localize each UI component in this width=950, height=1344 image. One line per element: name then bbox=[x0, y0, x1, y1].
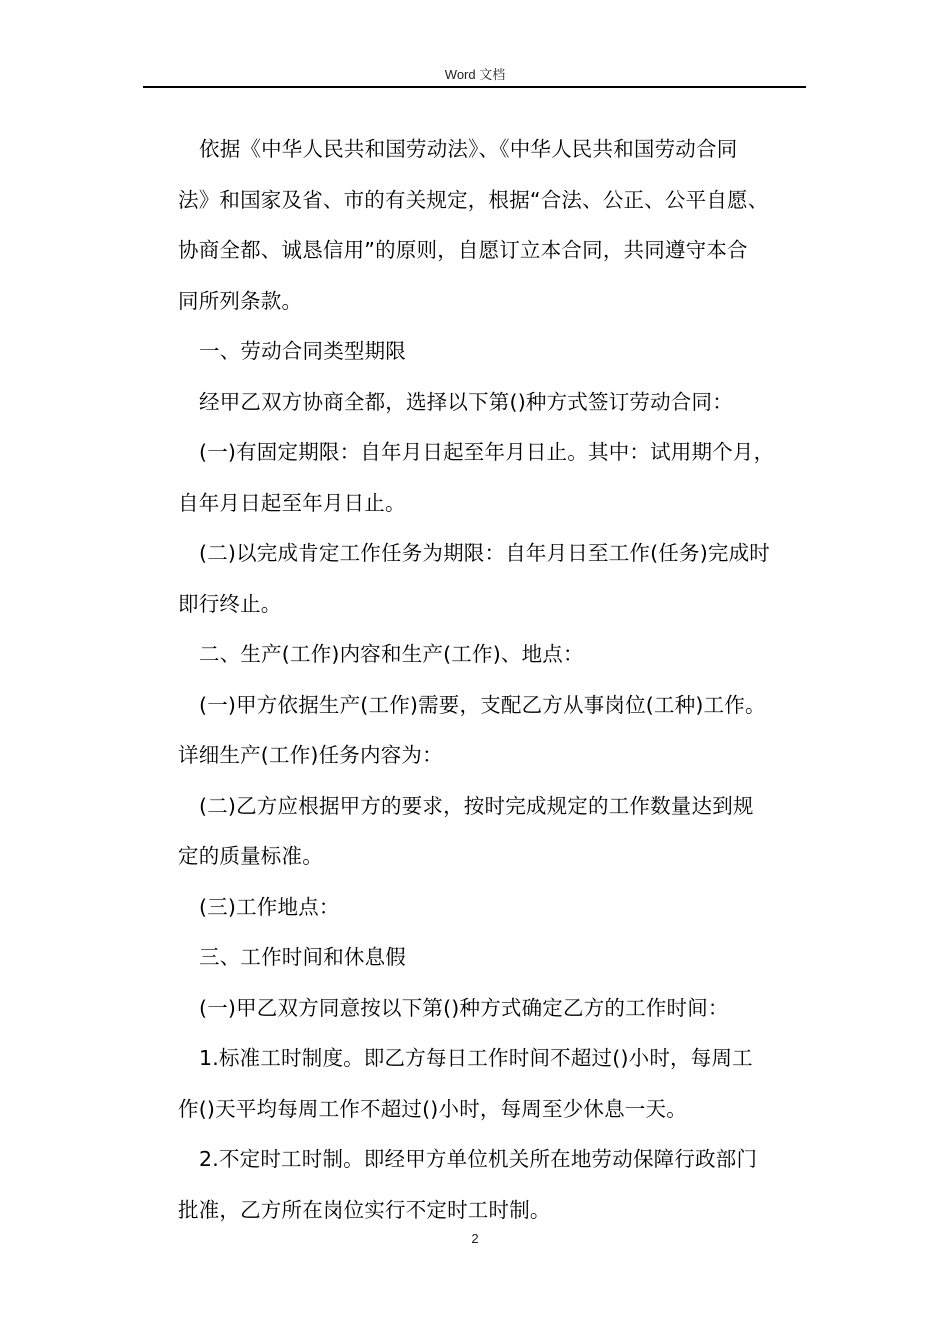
body-line-19: 1.标准工时制度。即乙方每日工作时间不超过()小时，每周工 bbox=[199, 1046, 753, 1070]
body-line-14: (二)乙方应根据甲方的要求，按时完成规定的工作数量达到规 bbox=[199, 793, 754, 818]
body-line-2: 法》和国家及省、市的有关规定，根据“合法、公正、公平自愿、 bbox=[178, 187, 769, 212]
page-number: 2 bbox=[471, 1231, 479, 1246]
body-line-21: 2.不定时工时制。即经甲方单位机关所在地劳动保障行政部门 bbox=[199, 1147, 758, 1171]
body-line-22: 批准，乙方所在岗位实行不定时工时制。 bbox=[178, 1197, 551, 1222]
body-line-20: 作()天平均每周工作不超过()小时，每周至少休息一天。 bbox=[178, 1096, 687, 1121]
body-line-12: (一)甲方依据生产(工作)需要，支配乙方从事岗位(工种)工作。 bbox=[199, 692, 766, 717]
body-line-9: (二)以完成肯定工作任务为期限：自年月日至工作(任务)完成时 bbox=[199, 541, 770, 565]
body-line-15: 定的质量标准。 bbox=[178, 844, 323, 868]
section-heading-2: 二、生产(工作)内容和生产(工作)、地点： bbox=[199, 642, 584, 666]
section-heading-1: 一、劳动合同类型期限 bbox=[199, 339, 406, 363]
body-line-13: 详细生产(工作)任务内容为： bbox=[178, 743, 443, 767]
body-line-3: 协商全都、诚恳信用”的原则，自愿订立本合同，共同遵守本合 bbox=[178, 238, 748, 262]
document-header-title: Word 文档 bbox=[444, 67, 506, 82]
body-line-1: 依据《中华人民共和国劳动法》、《中华人民共和国劳动合同 bbox=[199, 137, 738, 161]
body-line-16: (三)工作地点： bbox=[199, 894, 340, 919]
document-body bbox=[178, 124, 818, 1235]
body-line-10: 即行终止。 bbox=[178, 591, 282, 616]
body-line-8: 自年月日起至年月日止。 bbox=[178, 490, 406, 515]
header-divider bbox=[143, 86, 806, 88]
section-heading-3: 三、工作时间和休息假 bbox=[199, 945, 406, 969]
body-line-6: 经甲乙双方协商全都，选择以下第()种方式签订劳动合同： bbox=[199, 389, 733, 414]
body-line-18: (一)甲乙双方同意按以下第()种方式确定乙方的工作时间： bbox=[199, 995, 729, 1020]
body-line-4: 同所列条款。 bbox=[178, 288, 303, 313]
body-line-7: (一)有固定期限：自年月日起至年月日止。其中：试用期个月， bbox=[199, 440, 775, 464]
